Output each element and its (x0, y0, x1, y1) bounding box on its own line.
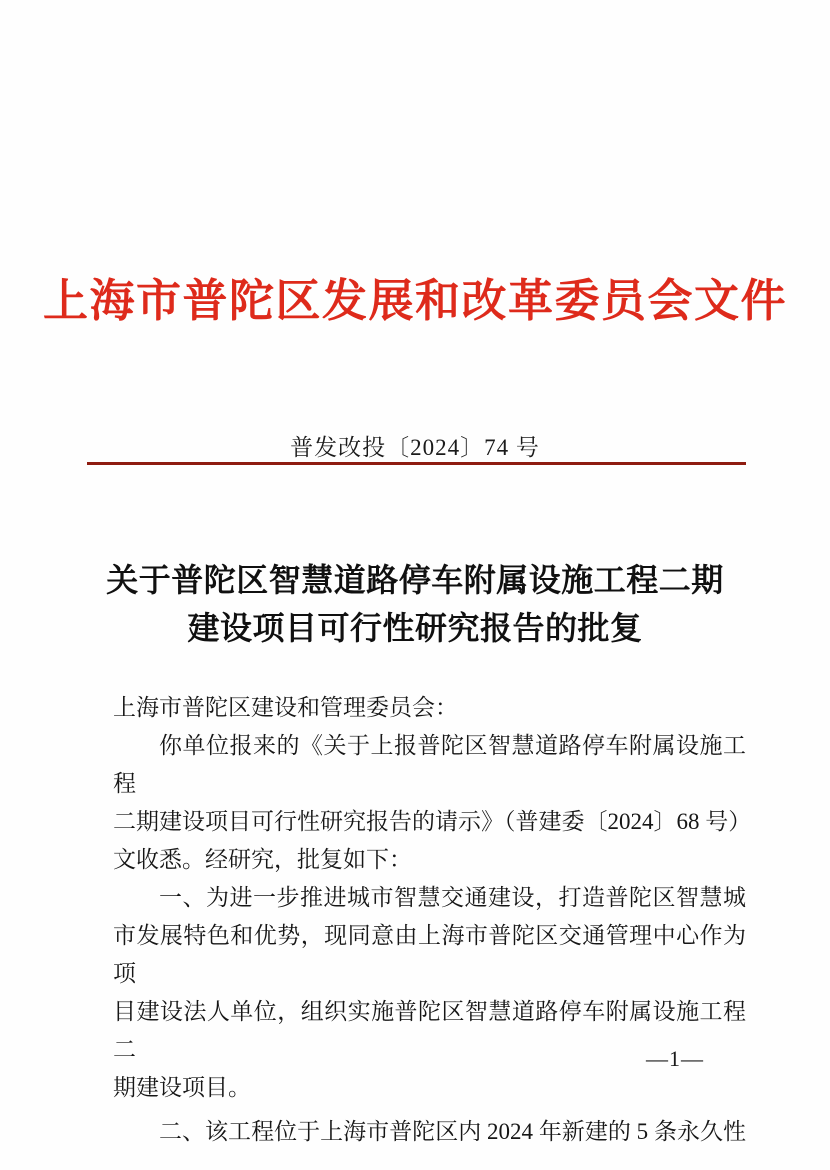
body-line: 二、该工程位于上海市普陀区内 2024 年新建的 5 条永久性 (159, 1119, 746, 1144)
body-line: 上海市普陀区建设和管理委员会： (113, 695, 458, 720)
document-body (113, 689, 752, 1151)
document-number: 普发改投〔2024〕74 号 (290, 435, 540, 460)
body-line: 市发展特色和优势，现同意由上海市普陀区交通管理中心作为项 (113, 923, 746, 986)
document-title-line1: 关于普陀区智慧道路停车附属设施工程二期 (106, 562, 724, 598)
body-line: 二期建设项目可行性研究报告的请示》（普建委〔2024〕68 号） (113, 809, 752, 834)
body-line: 文收悉。经研究，批复如下： (113, 847, 412, 872)
document-header-title: 上海市普陀区发展和改革委员会文件 (42, 276, 787, 326)
page-number: —1— (646, 1046, 704, 1071)
document-title-line2: 建设项目可行性研究报告的批复 (187, 610, 643, 646)
body-line: 你单位报来的《关于上报普陀区智慧道路停车附属设施工程 (113, 733, 746, 796)
document-title (0, 556, 830, 652)
body-line: 目建设法人单位，组织实施普陀区智慧道路停车附属设施工程二 (113, 999, 746, 1062)
body-line: 期建设项目。 (113, 1075, 251, 1100)
body-line: 一、为进一步推进城市智慧交通建设，打造普陀区智慧城 (159, 885, 746, 910)
red-divider-line (87, 462, 746, 465)
